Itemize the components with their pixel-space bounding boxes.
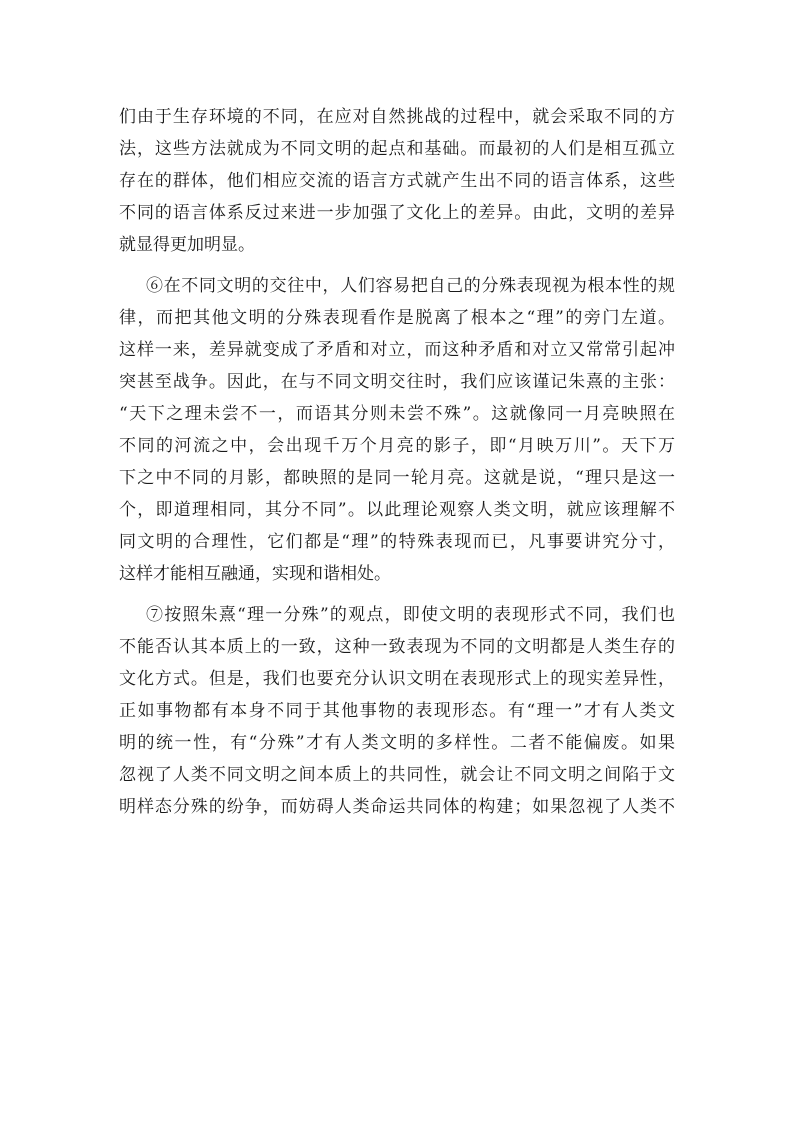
text-line: 律，而把其他文明的分殊表现看作是脱离了根本之“理”的旁门左道。: [119, 308, 675, 328]
text-line: 个，即道理相同，其分不同”。以此理论观察人类文明，就应该理解不: [119, 500, 675, 520]
text-line: 法，这些方法就成为不同文明的起点和基础。而最初的人们是相互孤立: [119, 139, 675, 159]
text-line: 明的统一性，有“分殊”才有人类文明的多样性。二者不能偏废。如果: [119, 733, 675, 753]
paragraph-7: [119, 599, 675, 823]
text-line: 下之中不同的月影，都映照的是同一轮月亮。这就是说，“理只是这一: [119, 468, 675, 488]
text-line: 忽视了人类不同文明之间本质上的共同性，就会让不同文明之间陷于文: [119, 765, 675, 785]
text-line: 不能否认其本质上的一致，这种一致表现为不同的文明都是人类生存的: [119, 637, 675, 657]
text-line: 这样一来，差异就变成了矛盾和对立，而这种矛盾和对立又常常引起冲: [119, 340, 675, 360]
text-line: 正如事物都有本身不同于其他事物的表现形态。有“理一”才有人类文: [119, 701, 675, 721]
text-line: ⑦按照朱熹“理一分殊”的观点，即使文明的表现形式不同，我们也: [146, 605, 675, 625]
text-line: 就显得更加明显。: [119, 235, 255, 255]
text-line: 不同的河流之中，会出现千万个月亮的影子，即“月映万川”。天下万: [119, 436, 675, 456]
paragraph-6: [119, 270, 675, 590]
paragraph-5-continued: [119, 101, 675, 261]
text-line: 突甚至战争。因此，在与不同文明交往时，我们应该谨记朱熹的主张：: [119, 372, 675, 392]
text-line: 存在的群体，他们相应交流的语言方式就产生出不同的语言体系，这些: [119, 171, 675, 191]
text-line: 文化方式。但是，我们也要充分认识文明在表现形式上的现实差异性，: [119, 669, 675, 689]
text-line: 这样才能相互融通，实现和谐相处。: [119, 564, 391, 584]
text-line: 不同的语言体系反过来进一步加强了文化上的差异。由此，文明的差异: [119, 203, 675, 223]
body-text: [119, 101, 675, 832]
text-line: 同文明的合理性，它们都是“理”的特殊表现而已，凡事要讲究分寸，: [119, 532, 675, 552]
text-line: “天下之理未尝不一，而语其分则未尝不殊”。这就像同一月亮映照在: [119, 404, 675, 424]
text-line: ⑥在不同文明的交往中，人们容易把自己的分殊表现视为根本性的规: [146, 276, 675, 296]
text-line: 明样态分殊的纷争，而妨碍人类命运共同体的构建；如果忽视了人类不: [119, 797, 675, 817]
text-line: 们由于生存环境的不同，在应对自然挑战的过程中，就会采取不同的方: [119, 107, 675, 127]
